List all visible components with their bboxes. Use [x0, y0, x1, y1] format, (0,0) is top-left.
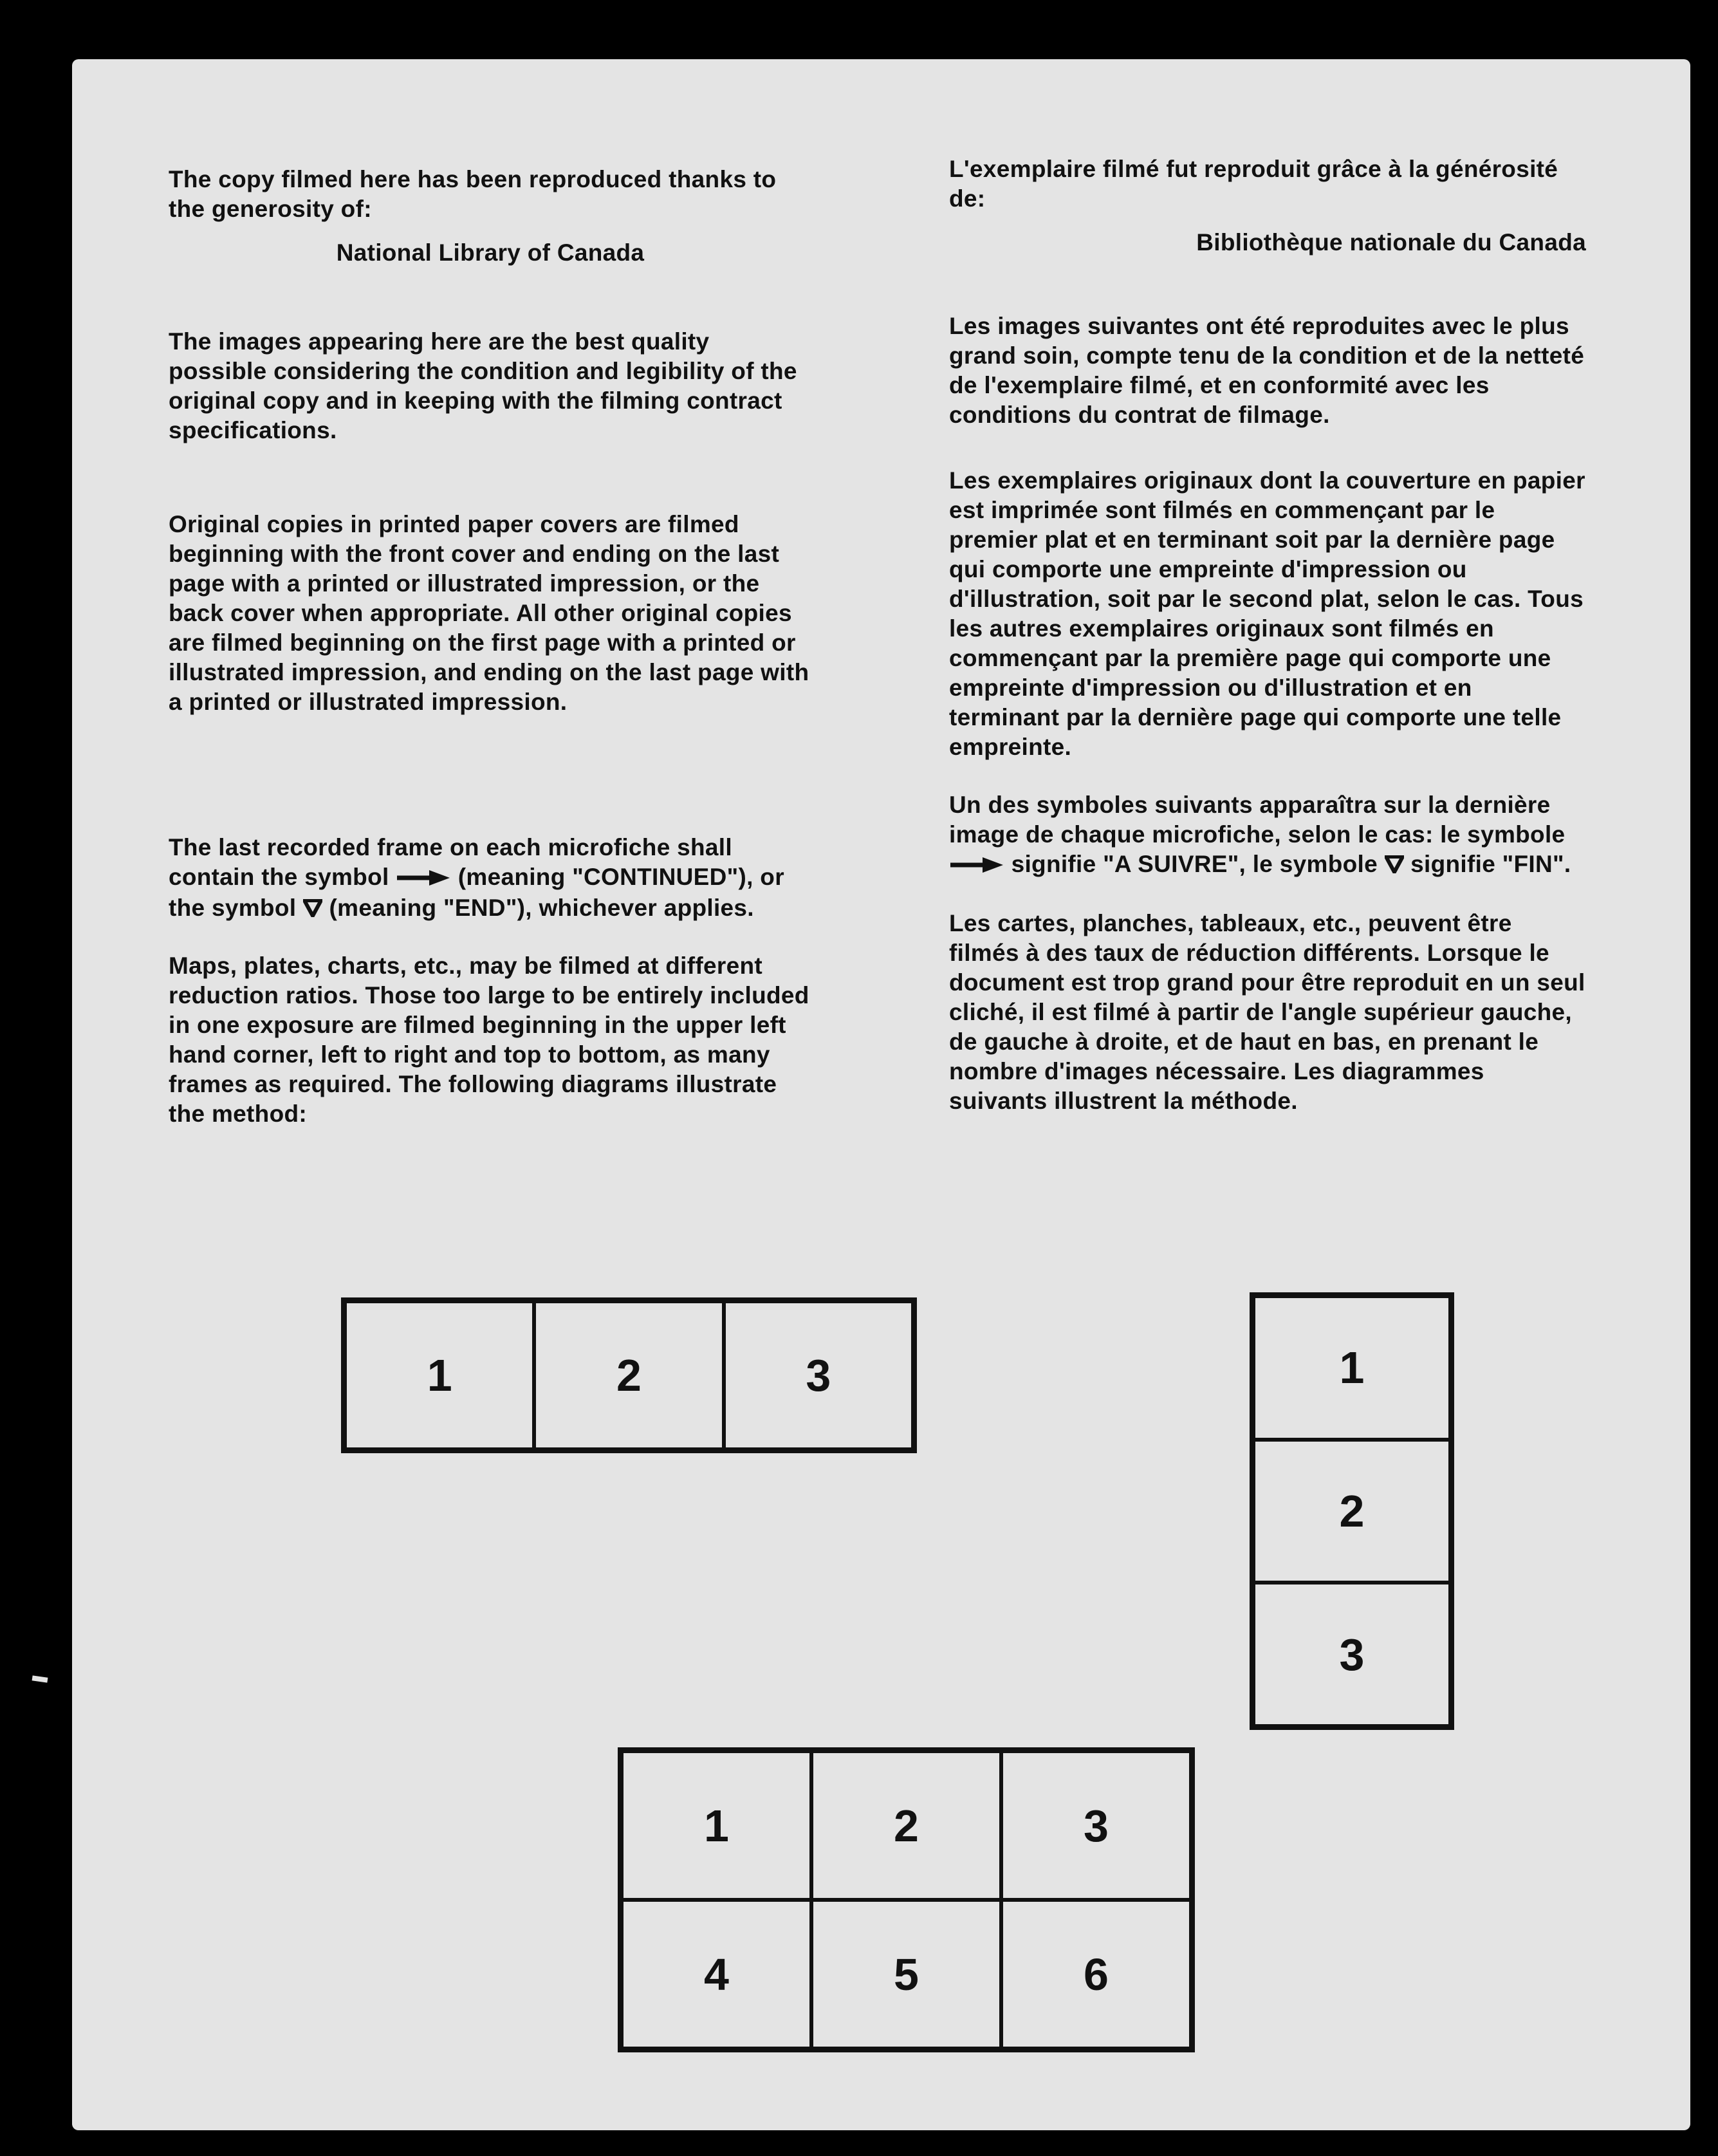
frame-cell: 3: [1001, 1751, 1191, 1900]
triangle-down-icon: [1385, 851, 1404, 880]
frame-cell: 6: [1001, 1900, 1191, 2049]
frame-cell: 3: [724, 1301, 913, 1449]
french-symbols-text: [949, 790, 1586, 880]
frame-cell: 1: [1253, 1296, 1450, 1440]
horizontal-frames-diagram: [341, 1297, 917, 1453]
french-column: [949, 154, 1586, 1116]
english-symbols-after: (meaning "END"), whichever applies.: [329, 895, 754, 922]
english-institution-name: National Library of Canada: [336, 239, 645, 266]
english-thanks-text: The copy filmed here has been reproduced thanks to the generosity of:: [169, 166, 777, 222]
french-institution-name: Bibliothèque nationale du Canada: [1196, 229, 1586, 256]
english-covers-text: Original copies in printed paper covers are filmed beginning with the front cover and ending on the last page with a printed or illustrated impression, or the back cover when appropriate. All other original copies are filmed beginning on the first page with a printed or illustrated impression, and ending on the last page with a printed or illustrated impression.: [169, 511, 809, 715]
french-symbols-after: signifie "FIN".: [1410, 851, 1571, 877]
grid-frames-diagram: [618, 1747, 1195, 2052]
frame-cell: 2: [811, 1751, 1001, 1900]
french-maps-text: Les cartes, planches, tableaux, etc., peuvent être filmés à des taux de réduction différents. Lorsque le document est trop grand pour être reproduit en un seul cliché, il est filmé à partir de l'angle supérieur gauche, de gauche à droite, et de haut en bas, en prenant le nombre d'images nécessaire. Les diagrammes suivants illustrent la méthode.: [949, 910, 1585, 1115]
english-maps-text: Maps, plates, charts, etc., may be filmed at different reduction ratios. Those too large to be entirely included in one exposure are filmed beginning in the upper left hand corner, left to right and top to bottom, as many frames as required. The following diagrams illustrate the method:: [169, 953, 809, 1128]
vertical-frames-diagram: [1250, 1292, 1454, 1730]
film-scratch-mark: [32, 1675, 48, 1682]
frame-cell: 2: [1253, 1440, 1450, 1583]
triangle-down-icon: [303, 895, 322, 924]
arrow-right-icon: [396, 864, 451, 893]
frame-cell: 1: [345, 1301, 534, 1449]
english-symbols-text: [169, 833, 812, 924]
english-quality-text: The images appearing here are the best quality possible considering the condition and legibility of the original copy and in keeping with the filming contract specifications.: [169, 328, 797, 443]
arrow-right-icon: [949, 851, 1004, 880]
frame-cell: 3: [1253, 1583, 1450, 1726]
french-thanks-text: L'exemplaire filmé fut reproduit grâce à la générosité de:: [949, 156, 1558, 212]
english-symbols-mid: (meaning "CONTINUED"), or the symbol: [169, 864, 784, 922]
english-symbols-before: The last recorded frame on each microfiche shall contain the symbol: [169, 834, 732, 890]
frame-cell: 1: [622, 1751, 811, 1900]
french-quality-text: Les images suivantes ont été reproduites avec le plus grand soin, compte tenu de la condition et de la netteté de l'exemplaire filmé, et en conformité avec les conditions du contrat de filmage.: [949, 313, 1585, 428]
french-symbols-before: Un des symboles suivants apparaîtra sur la dernière image de chaque microfiche, selon le cas: le symbole: [949, 792, 1566, 848]
frame-cell: 2: [534, 1301, 723, 1449]
french-covers-text: Les exemplaires originaux dont la couverture en papier est imprimée sont filmés en commençant par le premier plat et en terminant soit par la dernière page qui comporte une empreinte d'impression ou d'illustration, soit par le second plat, selon le cas. Tous les autres exemplaires originaux sont filmés en commençant par la première page qui comporte une empreinte d'impression ou d'illustration et en terminant par la dernière page qui comporte une telle empreinte.: [949, 467, 1585, 760]
english-column: [169, 165, 812, 1129]
french-symbols-mid: signifie "A SUIVRE", le symbole: [1011, 851, 1378, 877]
frame-cell: 4: [622, 1900, 811, 2049]
frame-cell: 5: [811, 1900, 1001, 2049]
